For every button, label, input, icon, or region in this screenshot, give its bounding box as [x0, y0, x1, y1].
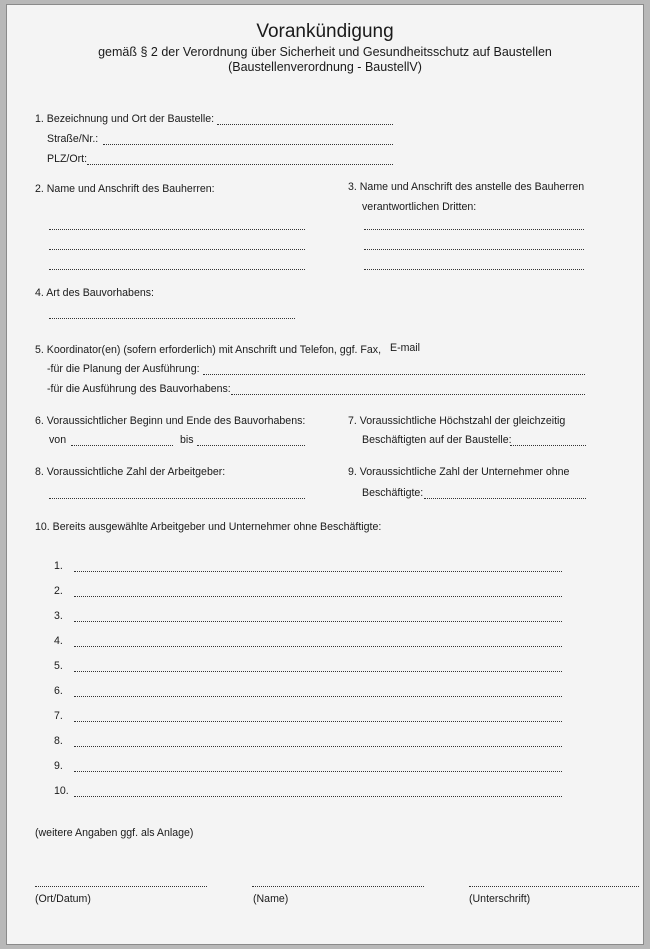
- max-workers-field[interactable]: [510, 445, 586, 446]
- section9-label-line1: 9. Voraussichtliche Zahl der Unternehmer ohne: [348, 466, 570, 478]
- list-item-field[interactable]: [74, 596, 562, 597]
- third-party-line-1[interactable]: [364, 229, 584, 230]
- third-party-line-3[interactable]: [364, 269, 584, 270]
- planning-coordinator-field[interactable]: [203, 374, 585, 375]
- client-line-1[interactable]: [49, 229, 305, 230]
- list-item-number: 3.: [54, 610, 63, 622]
- start-date-field[interactable]: [71, 445, 173, 446]
- list-item-field[interactable]: [74, 671, 562, 672]
- site-name-field[interactable]: [217, 124, 393, 125]
- list-item-number: 9.: [54, 760, 63, 772]
- form-page: [6, 4, 644, 945]
- planning-label: -für die Planung der Ausführung:: [47, 363, 200, 375]
- section8-label: 8. Voraussichtliche Zahl der Arbeitgeber:: [35, 466, 226, 478]
- end-date-field[interactable]: [197, 445, 305, 446]
- list-item-field[interactable]: [74, 746, 562, 747]
- section9-label-line2: Beschäftigte:: [362, 487, 424, 499]
- contractor-count-field[interactable]: [424, 498, 586, 499]
- project-type-field[interactable]: [49, 318, 295, 319]
- list-item-field[interactable]: [74, 571, 562, 572]
- list-item-field[interactable]: [74, 721, 562, 722]
- list-item-number: 2.: [54, 585, 63, 597]
- list-item-number: 4.: [54, 635, 63, 647]
- execution-coordinator-field[interactable]: [231, 394, 585, 395]
- street-label: Straße/Nr.:: [47, 133, 99, 145]
- plz-label: PLZ/Ort:: [47, 153, 88, 165]
- section1-label: 1. Bezeichnung und Ort der Baustelle:: [35, 113, 215, 125]
- client-line-2[interactable]: [49, 249, 305, 250]
- name-label: (Name): [253, 893, 289, 905]
- list-item-field[interactable]: [74, 771, 562, 772]
- list-item-number: 1.: [54, 560, 63, 572]
- list-item-field[interactable]: [74, 646, 562, 647]
- signature-field[interactable]: [469, 886, 639, 887]
- section4-label: 4. Art des Bauvorhabens:: [35, 287, 154, 299]
- list-item-number: 6.: [54, 685, 63, 697]
- section5-email: E-mail: [390, 342, 421, 354]
- list-item-field[interactable]: [74, 621, 562, 622]
- from-label: von: [49, 434, 67, 446]
- list-item-number: 8.: [54, 735, 63, 747]
- section6-label: 6. Voraussichtlicher Beginn und Ende des Bauvorhabens:: [35, 415, 306, 427]
- employer-count-field[interactable]: [49, 498, 305, 499]
- place-date-field[interactable]: [35, 886, 207, 887]
- form-subtitle: gemäß § 2 der Verordnung über Sicherheit und Gesundheitsschutz auf Baustellen: [98, 45, 552, 59]
- section3-label-line1: 3. Name und Anschrift des anstelle des Bauherren: [348, 181, 585, 193]
- name-field[interactable]: [252, 886, 424, 887]
- form-header: [7, 21, 643, 75]
- section7-label-line2: Beschäftigten auf der Baustelle:: [362, 434, 512, 446]
- list-item-number: 7.: [54, 710, 63, 722]
- client-line-3[interactable]: [49, 269, 305, 270]
- list-item-number: 5.: [54, 660, 63, 672]
- to-label: bis: [180, 434, 194, 446]
- form-subtitle-regulation: (Baustellenverordnung - BaustellV): [228, 60, 422, 74]
- section7-label-line1: 7. Voraussichtliche Höchstzahl der gleichzeitig: [348, 415, 566, 427]
- street-field[interactable]: [103, 144, 393, 145]
- form-title: Vorankündigung: [256, 21, 394, 42]
- third-party-line-2[interactable]: [364, 249, 584, 250]
- list-item-field[interactable]: [74, 796, 562, 797]
- plz-field[interactable]: [87, 164, 393, 165]
- place-date-label: (Ort/Datum): [35, 893, 91, 905]
- section5-label: 5. Koordinator(en) (sofern erforderlich) mit Anschrift und Telefon, ggf. Fax,: [35, 344, 382, 356]
- list-item-field[interactable]: [74, 696, 562, 697]
- section10-label: 10. Bereits ausgewählte Arbeitgeber und Unternehmer ohne Beschäftigte:: [35, 521, 382, 533]
- section2-label: 2. Name und Anschrift des Bauherren:: [35, 183, 215, 195]
- section3-label-line2: verantwortlichen Dritten:: [362, 201, 477, 213]
- attachment-note: (weitere Angaben ggf. als Anlage): [35, 827, 194, 839]
- signature-label: (Unterschrift): [469, 893, 531, 905]
- execution-label: -für die Ausführung des Bauvorhabens:: [47, 383, 231, 395]
- list-item-number: 10.: [54, 785, 69, 797]
